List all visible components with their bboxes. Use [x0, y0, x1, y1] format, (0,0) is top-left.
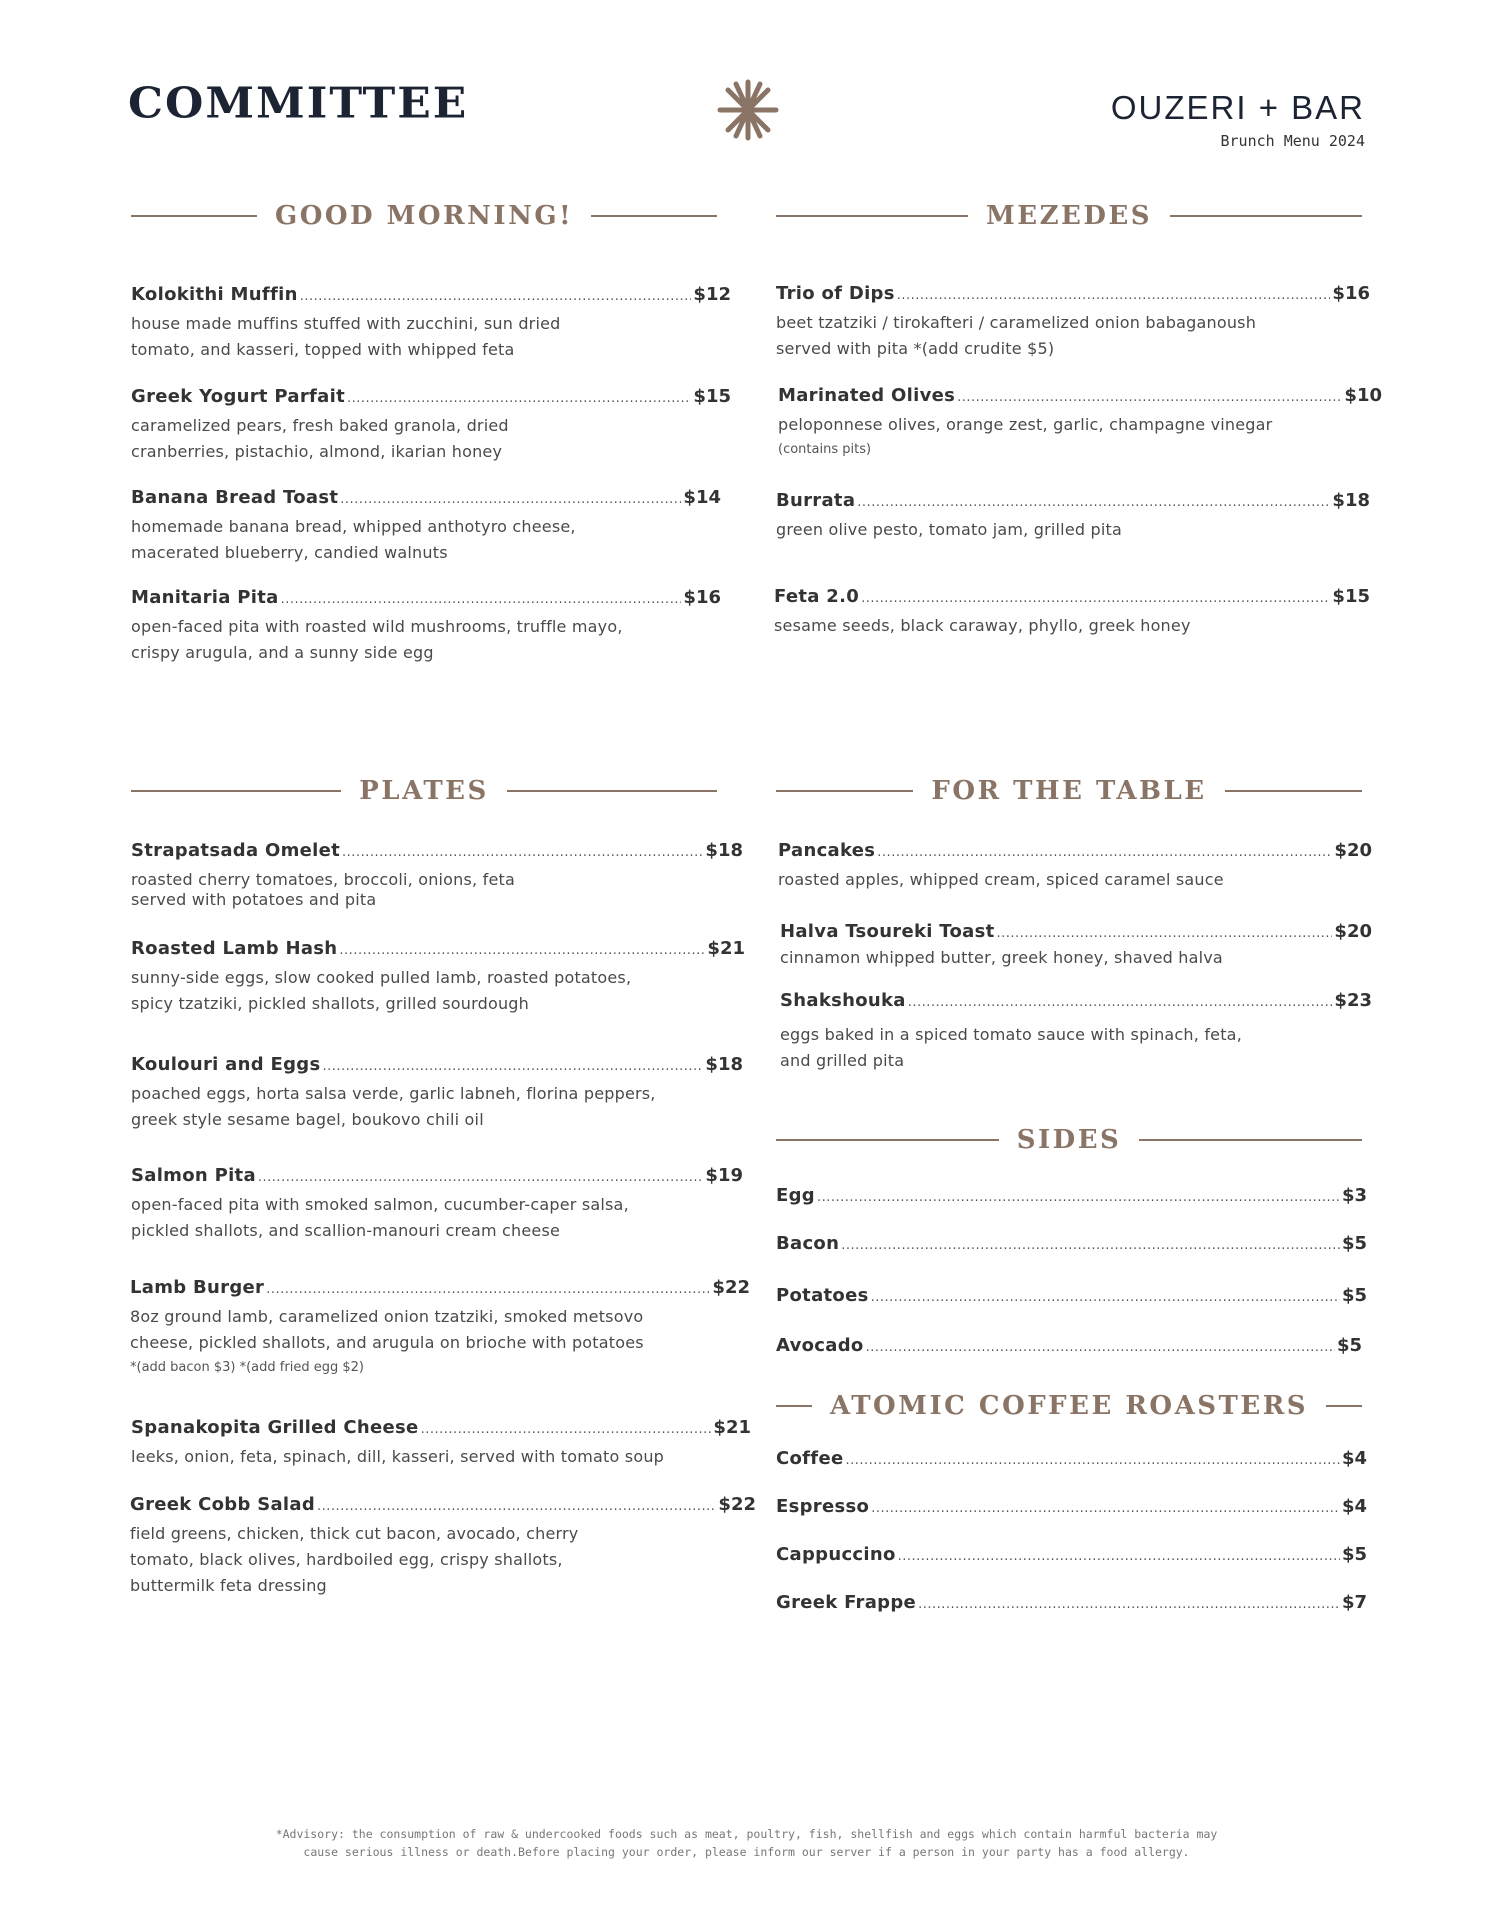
menu-item: [776, 1448, 1367, 1472]
dot-leader: [877, 842, 1332, 864]
dot-leader: [258, 1167, 704, 1189]
item-name: Bacon: [776, 1233, 840, 1254]
dot-leader: [845, 1450, 1339, 1472]
heading-rule: [131, 790, 341, 792]
item-description: [780, 945, 1372, 971]
description-line: field greens, chicken, thick cut bacon, avocado, cherry: [130, 1524, 579, 1543]
dot-leader: [841, 1235, 1340, 1257]
item-name: Pancakes: [778, 840, 876, 861]
description-line: open-faced pita with roasted wild mushrooms, truffle mayo,: [131, 617, 623, 636]
heading-rule: [776, 790, 913, 792]
item-note: *(add bacon $3) *(add fried egg $2): [130, 1360, 364, 1375]
section-heading-plates: [131, 771, 717, 811]
item-description: [131, 1444, 751, 1470]
menu-item: [776, 1335, 1362, 1359]
section-title: FOR THE TABLE: [931, 776, 1207, 806]
menu-item: [130, 1277, 750, 1378]
item-name: Coffee: [776, 1448, 844, 1469]
menu-item: [776, 1185, 1367, 1209]
item-description: [778, 412, 1382, 438]
item-price: $20: [1334, 840, 1372, 861]
description-line: cinnamon whipped butter, greek honey, shaved halva: [780, 948, 1223, 967]
menu-item: [131, 587, 721, 666]
item-line: [131, 840, 743, 864]
item-price: $18: [705, 1054, 743, 1075]
item-line: [776, 1233, 1367, 1257]
asterisk-flower-icon: [716, 78, 780, 142]
dot-leader: [908, 992, 1333, 1014]
section-title: MEZEDES: [985, 201, 1153, 231]
section-heading-good-morning: [131, 196, 717, 236]
item-line: [131, 284, 731, 308]
menu-item: [131, 1165, 743, 1244]
item-description: [131, 965, 745, 1017]
item-name: Salmon Pita: [131, 1165, 256, 1186]
item-description: [130, 1521, 756, 1599]
description-line: sunny-side eggs, slow cooked pulled lamb, roasted potatoes,: [131, 968, 632, 987]
dot-leader: [898, 1546, 1340, 1568]
description-line: buttermilk feta dressing: [130, 1576, 327, 1595]
description-line: served with potatoes and pita: [131, 890, 377, 909]
item-name: Potatoes: [776, 1285, 869, 1306]
dot-leader: [897, 285, 1331, 307]
item-name: Cappuccino: [776, 1544, 896, 1565]
description-line: sesame seeds, black caraway, phyllo, greek honey: [774, 616, 1191, 635]
item-name: Banana Bread Toast: [131, 487, 339, 508]
heading-rule: [1326, 1405, 1362, 1407]
menu-item: [131, 284, 731, 363]
item-line: [131, 938, 745, 962]
dot-leader: [300, 286, 692, 308]
heading-rule: [591, 215, 717, 217]
dot-leader: [347, 388, 691, 410]
menu-item: [780, 990, 1372, 1074]
menu-item: [776, 1233, 1367, 1257]
item-name: Lamb Burger: [130, 1277, 265, 1298]
heading-rule: [131, 215, 257, 217]
item-line: [780, 990, 1372, 1014]
description-line: spicy tzatziki, pickled shallots, grilled sourdough: [131, 994, 530, 1013]
description-line: cranberries, pistachio, almond, ikarian honey: [131, 442, 503, 461]
section-heading-mezedes: [776, 196, 1362, 236]
item-price: $4: [1341, 1496, 1367, 1517]
description-line: green olive pesto, tomato jam, grilled pita: [776, 520, 1122, 539]
section-heading-sides: [776, 1120, 1362, 1160]
menu-item: [131, 1054, 743, 1133]
item-price: $4: [1341, 1448, 1367, 1469]
description-line: roasted apples, whipped cream, spiced caramel sauce: [778, 870, 1224, 889]
dot-leader: [957, 387, 1342, 409]
item-line: [774, 586, 1370, 610]
item-line: [131, 386, 731, 410]
description-line: homemade banana bread, whipped anthotyro cheese,: [131, 517, 576, 536]
item-name: Manitaria Pita: [131, 587, 279, 608]
item-name: Strapatsada Omelet: [131, 840, 341, 861]
item-name: Halva Tsoureki Toast: [780, 921, 995, 942]
item-price: $15: [1332, 586, 1370, 607]
item-line: [778, 385, 1382, 409]
item-price: $12: [693, 284, 731, 305]
item-price: $16: [683, 587, 721, 608]
menu-subtitle: Brunch Menu 2024: [1220, 132, 1365, 151]
item-line: [776, 1185, 1367, 1209]
description-line: tomato, black olives, hardboiled egg, crispy shallots,: [130, 1550, 563, 1569]
description-line: macerated blueberry, candied walnuts: [131, 543, 448, 562]
item-line: [130, 1494, 756, 1518]
dot-leader: [866, 1337, 1335, 1359]
description-line: peloponnese olives, orange zest, garlic, champagne vinegar: [778, 415, 1273, 434]
item-price: $5: [1341, 1233, 1367, 1254]
item-name: Greek Yogurt Parfait: [131, 386, 345, 407]
menu-item: [130, 1494, 756, 1599]
description-line: crispy arugula, and a sunny side egg: [131, 643, 434, 662]
item-price: $14: [683, 487, 721, 508]
item-description: [131, 1081, 743, 1133]
section-heading-for-the-table: [776, 771, 1362, 811]
menu-item: [131, 1417, 751, 1470]
item-description: [776, 310, 1370, 362]
heading-rule: [1170, 215, 1362, 217]
item-line: [780, 921, 1372, 945]
item-line: [776, 1285, 1367, 1309]
item-name: Greek Frappe: [776, 1592, 917, 1613]
item-description: [778, 867, 1372, 893]
item-line: [778, 840, 1372, 864]
item-price: $20: [1334, 921, 1372, 942]
item-line: [131, 1165, 743, 1189]
description-line: 8oz ground lamb, caramelized onion tzatziki, smoked metsovo: [130, 1307, 644, 1326]
description-line: eggs baked in a spiced tomato sauce with spinach, feta,: [780, 1025, 1242, 1044]
item-description: [774, 613, 1370, 639]
menu-item: [131, 938, 745, 1017]
dot-leader: [339, 940, 705, 962]
dot-leader: [817, 1187, 1340, 1209]
dot-leader: [871, 1287, 1340, 1309]
item-name: Burrata: [776, 490, 856, 511]
item-line: [776, 1592, 1367, 1616]
advisory-line: cause serious illness or death.Before placing your order, please inform our server if a person in your party has a food allergy.: [303, 1845, 1190, 1859]
menu-item: [778, 840, 1372, 893]
dot-leader: [918, 1594, 1340, 1616]
dot-leader: [281, 589, 682, 611]
item-name: Shakshouka: [780, 990, 906, 1011]
heading-rule: [507, 790, 717, 792]
menu-item: [131, 386, 731, 465]
section-title: ATOMIC COFFEE ROASTERS: [829, 1391, 1309, 1421]
item-line: [776, 1544, 1367, 1568]
description-line: leeks, onion, feta, spinach, dill, kasseri, served with tomato soup: [131, 1447, 665, 1466]
heading-rule: [1139, 1139, 1362, 1141]
item-name: Trio of Dips: [776, 283, 895, 304]
item-price: $21: [707, 938, 745, 959]
food-advisory: [180, 1825, 1313, 1861]
item-name: Egg: [776, 1185, 815, 1206]
brand-tagline: OUZERI + BAR: [1110, 89, 1365, 126]
dot-leader: [340, 489, 681, 511]
item-price: $10: [1344, 385, 1382, 406]
item-name: Espresso: [776, 1496, 870, 1517]
item-price: $22: [712, 1277, 750, 1298]
item-price: $7: [1341, 1592, 1367, 1613]
item-line: [131, 1417, 751, 1441]
item-line: [776, 490, 1370, 514]
dot-leader: [266, 1279, 710, 1301]
heading-rule: [776, 1405, 812, 1407]
menu-item: [776, 283, 1370, 362]
item-price: $23: [1334, 990, 1372, 1011]
description-line: greek style sesame bagel, boukovo chili oil: [131, 1110, 484, 1129]
item-line: [131, 487, 721, 511]
item-description: [131, 614, 721, 666]
heading-rule: [776, 1139, 999, 1141]
header-right: [1111, 90, 1365, 150]
item-description: [131, 514, 721, 566]
item-description: [130, 1304, 750, 1356]
item-price: $5: [1336, 1335, 1362, 1356]
item-price: $18: [1332, 490, 1370, 511]
item-name: Koulouri and Eggs: [131, 1054, 321, 1075]
description-line: and grilled pita: [780, 1051, 905, 1070]
item-note: (contains pits): [778, 442, 872, 457]
section-title: SIDES: [1016, 1125, 1122, 1155]
description-line: beet tzatziki / tirokafteri / caramelized onion babaganoush: [776, 313, 1257, 332]
dot-leader: [421, 1419, 712, 1441]
item-description: [131, 1192, 743, 1244]
item-description: [131, 870, 743, 910]
item-line: [776, 1496, 1367, 1520]
item-price: $16: [1332, 283, 1370, 304]
dot-leader: [857, 492, 1330, 514]
menu-item: [776, 1285, 1367, 1309]
item-name: Feta 2.0: [774, 586, 860, 607]
item-price: $5: [1341, 1285, 1367, 1306]
item-price: $22: [718, 1494, 756, 1515]
description-line: cheese, pickled shallots, and arugula on brioche with potatoes: [130, 1333, 644, 1352]
item-name: Kolokithi Muffin: [131, 284, 298, 305]
item-line: [776, 283, 1370, 307]
description-line: house made muffins stuffed with zucchini, sun dried: [131, 314, 561, 333]
item-name: Marinated Olives: [778, 385, 956, 406]
menu-item: [778, 385, 1382, 460]
item-price: $5: [1341, 1544, 1367, 1565]
item-description: [776, 517, 1370, 543]
menu-item: [774, 586, 1370, 639]
menu-item: [131, 840, 743, 910]
description-line: served with pita *(add crudite $5): [776, 339, 1055, 358]
menu-item: [776, 1592, 1367, 1616]
item-line: [776, 1448, 1367, 1472]
item-line: [131, 587, 721, 611]
item-price: $19: [705, 1165, 743, 1186]
item-price: $3: [1341, 1185, 1367, 1206]
description-line: roasted cherry tomatoes, broccoli, onions, feta: [131, 870, 515, 889]
menu-item: [780, 921, 1372, 971]
item-name: Greek Cobb Salad: [130, 1494, 316, 1515]
item-description: [780, 1022, 1372, 1074]
description-line: tomato, and kasseri, topped with whipped feta: [131, 340, 515, 359]
description-line: poached eggs, horta salsa verde, garlic labneh, florina peppers,: [131, 1084, 656, 1103]
dot-leader: [871, 1498, 1340, 1520]
item-name: Roasted Lamb Hash: [131, 938, 338, 959]
item-line: [131, 1054, 743, 1078]
item-description: [131, 311, 731, 363]
menu-item: [776, 1496, 1367, 1520]
item-name: Spanakopita Grilled Cheese: [131, 1417, 419, 1438]
item-line: [776, 1335, 1362, 1359]
menu-item: [131, 487, 721, 566]
description-line: open-faced pita with smoked salmon, cucumber-caper salsa,: [131, 1195, 629, 1214]
dot-leader: [342, 842, 703, 864]
item-price: $15: [693, 386, 731, 407]
menu-item: [776, 1544, 1367, 1568]
menu-item: [776, 490, 1370, 543]
section-title: PLATES: [359, 776, 489, 806]
section-heading-coffee: [776, 1386, 1362, 1426]
item-name: Avocado: [776, 1335, 864, 1356]
dot-leader: [322, 1056, 703, 1078]
advisory-line: *Advisory: the consumption of raw & undercooked foods such as meat, poultry, fish, shellfish and eggs which contain harmful bacteria may: [275, 1827, 1218, 1841]
item-description: [131, 413, 731, 465]
dot-leader: [861, 588, 1330, 610]
heading-rule: [1225, 790, 1362, 792]
heading-rule: [776, 215, 968, 217]
section-title: GOOD MORNING!: [275, 201, 573, 231]
dot-leader: [317, 1496, 716, 1518]
dot-leader: [997, 923, 1333, 945]
description-line: caramelized pears, fresh baked granola, dried: [131, 416, 509, 435]
restaurant-logo: COMMITTEE: [128, 79, 469, 128]
description-line: pickled shallots, and scallion-manouri cream cheese: [131, 1221, 561, 1240]
item-line: [130, 1277, 750, 1301]
item-price: $21: [713, 1417, 751, 1438]
item-price: $18: [705, 840, 743, 861]
